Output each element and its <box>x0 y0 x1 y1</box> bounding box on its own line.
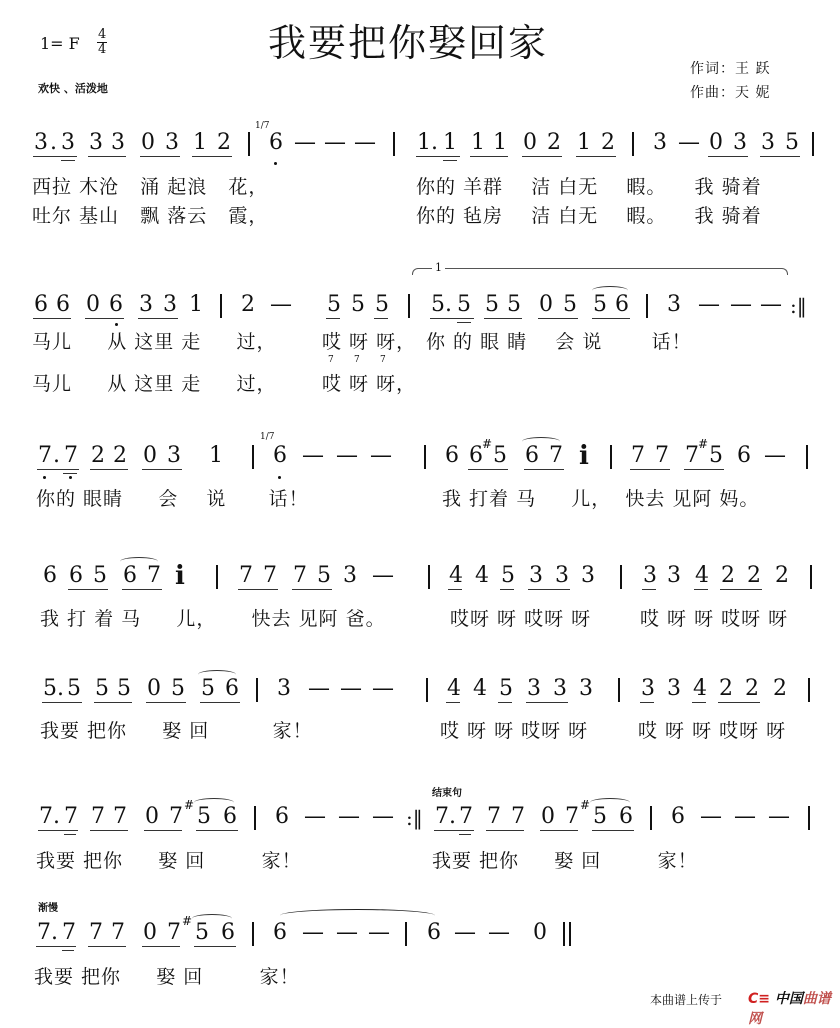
final-bar-line <box>563 922 565 946</box>
note: 7 <box>91 804 105 829</box>
note: 2 <box>547 130 561 155</box>
note: 7 <box>293 563 307 588</box>
dash: — <box>336 443 358 468</box>
note: 3 <box>529 563 543 588</box>
site-brand-logo[interactable] <box>748 988 840 1028</box>
note: 5 <box>375 292 389 317</box>
dash: — <box>370 443 392 468</box>
note: 3 <box>61 130 75 155</box>
bar-line <box>220 294 222 318</box>
dash: — <box>372 676 394 701</box>
volta-number: 1 <box>432 261 445 274</box>
note: 2 <box>601 130 615 155</box>
repeat-end-sign: :‖ <box>406 806 423 830</box>
note: 0 <box>145 804 159 829</box>
note: 6 <box>275 804 289 829</box>
note: 7 <box>655 443 669 468</box>
bar-line <box>408 294 410 318</box>
lyricist-credit: 作词：王 跃 <box>690 61 771 77</box>
lyric-verse2-b: 你的 毡房 洁 白无 暇。 我 骑着 <box>416 205 762 227</box>
lyric-line6-a: 我要 把你 娶 回 家！ <box>36 850 302 872</box>
volta-bracket-1 <box>412 268 788 275</box>
bar-line <box>393 132 395 156</box>
note: 0 <box>147 676 161 701</box>
dash: — <box>760 292 782 317</box>
dash: — <box>730 292 752 317</box>
note: 7 <box>511 804 525 829</box>
bar-line <box>646 294 648 318</box>
grace-fraction: 1/7 <box>260 432 275 442</box>
staff-line-2: 6 6 0 6 3 3 1 2 — 5 5 5 5 . 5 5 5 0 5 5 6 3 — — — :‖ <box>0 292 840 332</box>
note: 6 <box>273 920 287 945</box>
note: 2 <box>721 563 735 588</box>
note: 6 <box>56 292 70 317</box>
repeat-end-sign: :‖ <box>790 294 807 318</box>
note: 5 <box>95 676 109 701</box>
brand-text-2: 曲谱网 <box>748 991 831 1027</box>
note: 7 <box>39 804 53 829</box>
note: 2 <box>113 443 127 468</box>
staff-line-1: 3 . 3 3 3 0 3 1 2 1/7 6 — — — 1 . 1 1 1 0 2 1 2 3 — 0 3 3 5 <box>0 130 840 170</box>
note: 3 <box>163 292 177 317</box>
upload-notice: 本曲谱上传于 <box>650 993 723 1007</box>
staff-line-6: 7 . 7 7 7 0 7 # 5 6 6 — — — :‖ 7 . 7 7 7 0 7 # 5 6 6 — — — <box>0 804 840 844</box>
dash: — <box>764 443 786 468</box>
note: 0 <box>86 292 100 317</box>
note: 0 <box>709 130 723 155</box>
lyric-verse1-b: 你的 羊群 洁 白无 暇。 我 骑着 <box>416 176 762 198</box>
note: 3 <box>277 676 291 701</box>
note: 2 <box>241 292 255 317</box>
note: 6 <box>221 920 235 945</box>
staff-line-5: 5 . 5 5 5 0 5 5 6 3 — — — 4 4 5 3 3 3 3 3 4 2 2 2 <box>0 676 840 716</box>
bar-line <box>252 922 254 946</box>
note: 3 <box>527 676 541 701</box>
note: 3 <box>643 563 657 588</box>
dash: — <box>324 130 346 155</box>
composer-credit: 作曲：天 妮 <box>690 85 771 101</box>
note: 6 <box>123 563 137 588</box>
note-high: i <box>579 441 589 471</box>
lyric-line5-c: 哎 呀 呀 哎呀 呀 <box>638 720 787 742</box>
note: 0 <box>141 130 155 155</box>
note: 6 <box>225 676 239 701</box>
note: 6 <box>69 563 83 588</box>
lyric-line5-b: 哎 呀 呀 哎呀 呀 <box>440 720 589 742</box>
note: 3 <box>581 563 595 588</box>
ending-phrase-marking: 结束句 <box>432 788 462 799</box>
note: 3 <box>167 443 181 468</box>
note: 2 <box>91 443 105 468</box>
note: 2 <box>745 676 759 701</box>
grace-note: 7 <box>328 355 334 365</box>
bar-line <box>252 445 254 469</box>
note: 6 <box>269 130 283 155</box>
dash: — <box>304 804 326 829</box>
time-signature-bottom: 4 <box>98 42 107 57</box>
note: 3 <box>165 130 179 155</box>
note: 5 <box>501 563 515 588</box>
note: 7 <box>37 920 51 945</box>
sharp-sign: # <box>184 798 195 812</box>
note: 3 <box>653 130 667 155</box>
note: 0 <box>523 130 537 155</box>
note: 4 <box>693 676 707 701</box>
note: 5 <box>785 130 799 155</box>
note: 6 <box>43 563 57 588</box>
note: 7 <box>169 804 183 829</box>
lyric-verse2-a: 吐尔 基山 飘 落云 霞， <box>32 205 269 227</box>
bar-line <box>808 678 810 702</box>
note: 5 <box>43 676 57 701</box>
bar-line <box>216 565 218 589</box>
note: 7 <box>239 563 253 588</box>
dash: — <box>302 920 324 945</box>
bar-line <box>620 565 622 589</box>
bar-line <box>618 678 620 702</box>
sharp-sign: # <box>182 914 193 928</box>
song-title: 我要把你娶回家 <box>268 21 549 65</box>
note: 5 <box>93 563 107 588</box>
note: 7 <box>435 804 449 829</box>
note: 1 <box>443 130 457 155</box>
note: 5 <box>117 676 131 701</box>
lyric-verse1-a: 西拉 木沧 涌 起浪 花， <box>32 176 269 198</box>
bar-line <box>808 806 810 830</box>
brand-icon: C≡ <box>748 991 771 1007</box>
note: 2 <box>747 563 761 588</box>
note: 7 <box>565 804 579 829</box>
note: 5 <box>195 920 209 945</box>
note: 5 <box>317 563 331 588</box>
note: 0 <box>539 292 553 317</box>
note: 1 <box>417 130 431 155</box>
note: 6 <box>469 443 483 468</box>
note: 1 <box>493 130 507 155</box>
note: 3 <box>139 292 153 317</box>
note: 5 <box>493 443 507 468</box>
note: 5 <box>201 676 215 701</box>
note: 7 <box>685 443 699 468</box>
time-signature <box>97 28 107 57</box>
note: 6 <box>615 292 629 317</box>
note: 5 <box>67 676 81 701</box>
rest: 0 <box>533 920 547 945</box>
bar-line <box>650 806 652 830</box>
bar-line <box>610 445 612 469</box>
note: 0 <box>143 443 157 468</box>
note: 3 <box>34 130 48 155</box>
note: 6 <box>737 443 751 468</box>
lyric-verse1-b: 哎 呀 呀， <box>322 331 417 353</box>
note: 4 <box>449 563 463 588</box>
final-bar-line <box>569 922 571 946</box>
grace-fraction: 1/7 <box>255 121 270 131</box>
note: 3 <box>667 676 681 701</box>
dash: — <box>734 804 756 829</box>
dash: — <box>294 130 316 155</box>
dash: — <box>768 804 790 829</box>
dash: — <box>488 920 510 945</box>
bar-line <box>254 806 256 830</box>
ritardando-marking: 渐慢 <box>38 903 58 914</box>
note: 1 <box>577 130 591 155</box>
dash: — <box>700 804 722 829</box>
dash: — <box>338 804 360 829</box>
note: 2 <box>773 676 787 701</box>
note: 5 <box>171 676 185 701</box>
note: 5 <box>593 292 607 317</box>
note: 5 <box>563 292 577 317</box>
note: 3 <box>555 563 569 588</box>
note: 5 <box>507 292 521 317</box>
note: 5 <box>327 292 341 317</box>
note: 7 <box>64 804 78 829</box>
note: 7 <box>111 920 125 945</box>
note: 5 <box>197 804 211 829</box>
bar-line <box>426 678 428 702</box>
note: 5 <box>499 676 513 701</box>
lyric-line6-b: 我要 把你 娶 回 家！ <box>432 850 698 872</box>
note: 7 <box>89 920 103 945</box>
note: 4 <box>473 676 487 701</box>
dash: — <box>354 130 376 155</box>
note: 1 <box>209 443 223 468</box>
note: 3 <box>111 130 125 155</box>
note: 7 <box>263 563 277 588</box>
note: 6 <box>109 292 123 317</box>
note: 3 <box>579 676 593 701</box>
note: 6 <box>34 292 48 317</box>
note-high: i <box>175 561 185 591</box>
note: 7 <box>549 443 563 468</box>
bar-line <box>810 565 812 589</box>
lyric-verse1-c: 你 的 眼 睛 会 说 话！ <box>426 331 692 353</box>
bar-line <box>428 565 430 589</box>
dash: — <box>270 292 292 317</box>
bar-line <box>812 132 814 156</box>
dash: — <box>372 804 394 829</box>
note: 3 <box>761 130 775 155</box>
note: 3 <box>667 292 681 317</box>
note: 7 <box>113 804 127 829</box>
note: 7 <box>38 443 52 468</box>
note: 3 <box>553 676 567 701</box>
sharp-sign: # <box>698 437 709 451</box>
dash: — <box>336 920 358 945</box>
grace-note: 7 <box>380 355 386 365</box>
note: 2 <box>217 130 231 155</box>
bar-line <box>806 445 808 469</box>
note: 0 <box>143 920 157 945</box>
note: 5 <box>431 292 445 317</box>
note: 4 <box>447 676 461 701</box>
note: 5 <box>593 804 607 829</box>
note: 7 <box>147 563 161 588</box>
note: 4 <box>475 563 489 588</box>
dash: — <box>372 563 394 588</box>
note: 6 <box>525 443 539 468</box>
note: 3 <box>667 563 681 588</box>
note: 3 <box>641 676 655 701</box>
note: 7 <box>64 443 78 468</box>
note: 6 <box>445 443 459 468</box>
bar-line <box>424 445 426 469</box>
note: 2 <box>719 676 733 701</box>
note: 6 <box>273 443 287 468</box>
bar-line <box>248 132 250 156</box>
note: 6 <box>427 920 441 945</box>
note: 6 <box>223 804 237 829</box>
staff-line-7: 7 . 7 7 7 0 7 # 5 6 6 — — — 6 — — 0 <box>0 920 840 960</box>
note: 6 <box>619 804 633 829</box>
dash: — <box>454 920 476 945</box>
note: 3 <box>733 130 747 155</box>
lyric-line4-b: 哎呀 呀 哎呀 呀 <box>450 608 592 630</box>
dash: — <box>340 676 362 701</box>
brand-text-1: 中国 <box>774 991 803 1007</box>
note: 1 <box>193 130 207 155</box>
lyric-line5-a: 我要 把你 娶 回 家！ <box>40 720 313 742</box>
dash: — <box>698 292 720 317</box>
note: 4 <box>695 563 709 588</box>
bar-line <box>632 132 634 156</box>
grace-note: 7 <box>354 355 360 365</box>
lyric-line3-b: 我 打着 马 儿， 快去 见阿 妈。 <box>442 488 760 510</box>
lyric-line4-a: 我 打 着 马 儿， 快去 见阿 爸。 <box>40 608 386 630</box>
dash: — <box>368 920 390 945</box>
lyric-line4-c: 哎 呀 呀 哎呀 呀 <box>640 608 789 630</box>
note: 7 <box>167 920 181 945</box>
note: 0 <box>541 804 555 829</box>
note: 1 <box>471 130 485 155</box>
time-signature-top: 4 <box>98 27 107 42</box>
staff-line-3: 7 . 7 2 2 0 3 1 1/7 6 — — — 6 6 # 5 6 7 i 7 7 7 # 5 6 — <box>0 443 840 483</box>
tempo-marking: 欢快 、活泼地 <box>38 82 108 95</box>
dash: — <box>308 676 330 701</box>
staff-line-4 <box>0 563 840 603</box>
note: 7 <box>459 804 473 829</box>
bar-line <box>256 678 258 702</box>
note: 3 <box>89 130 103 155</box>
sharp-sign: # <box>482 437 493 451</box>
note: 1 <box>189 292 203 317</box>
lyric-verse2-a: 马儿 从 这里 走 过， <box>32 373 277 395</box>
key-signature: 1= F <box>40 34 80 53</box>
note: 5 <box>351 292 365 317</box>
lyric-verse2-b: 哎 呀 呀， <box>322 373 417 395</box>
bar-line <box>405 922 407 946</box>
lyric-line7: 我要 把你 娶 回 家！ <box>34 966 300 988</box>
lyric-line3-a: 你的 眼睛 会 说 话！ <box>36 488 309 510</box>
dash: — <box>678 130 700 155</box>
note: 7 <box>62 920 76 945</box>
dash: — <box>302 443 324 468</box>
note: 6 <box>671 804 685 829</box>
note: 3 <box>343 563 357 588</box>
note: 7 <box>487 804 501 829</box>
note: 2 <box>775 563 789 588</box>
note: 5 <box>709 443 723 468</box>
lyric-verse1-a: 马儿 从 这里 走 过， <box>32 331 277 353</box>
note: 5 <box>485 292 499 317</box>
note: 5 <box>457 292 471 317</box>
sharp-sign: # <box>580 798 591 812</box>
note: 7 <box>631 443 645 468</box>
